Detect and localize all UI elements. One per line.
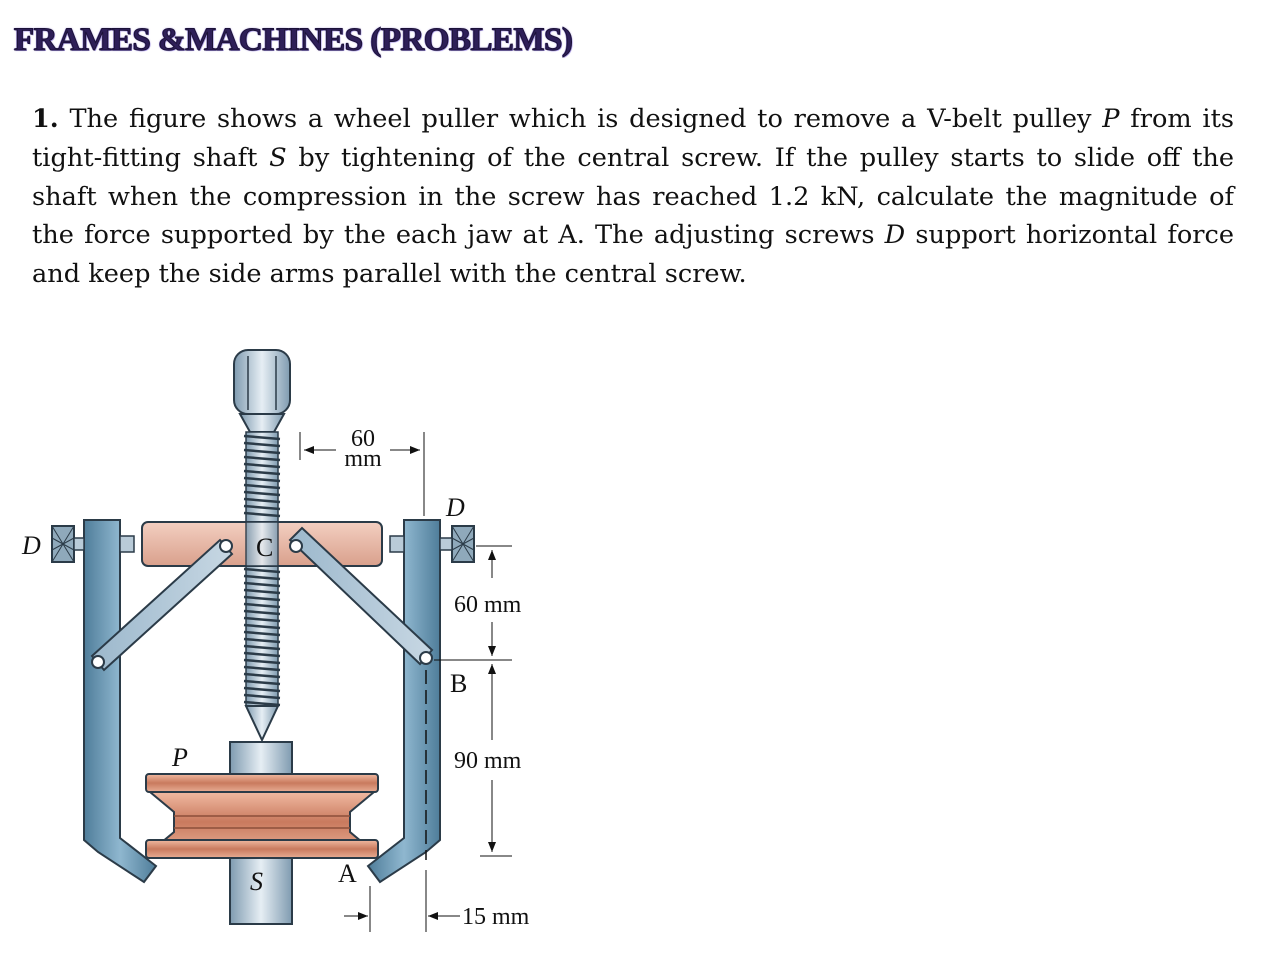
var-d: D — [884, 220, 906, 251]
label-a: A — [338, 859, 357, 888]
problem-statement — [32, 100, 1234, 294]
label-s: S — [250, 867, 263, 896]
var-p: P — [1102, 104, 1120, 134]
dim-right-lower: 90 mm — [454, 748, 522, 774]
label-b: B — [450, 669, 468, 698]
dim-right-upper: 60 mm — [454, 592, 522, 618]
problem-text-1: The figure shows a wheel puller which is designed to remove a V-belt pulley — [58, 104, 1103, 134]
wheel-puller-figure — [0, 320, 600, 960]
pulley — [146, 774, 378, 858]
label-d-right: D — [446, 493, 465, 522]
problem-number: 1. — [32, 104, 59, 134]
screw-nut — [234, 350, 290, 432]
dim-bottom: 15 mm — [462, 904, 530, 930]
central-screw — [244, 432, 280, 740]
right-arm — [368, 520, 440, 882]
problem-text-2: from its tight-fitting shaft — [32, 104, 1234, 173]
label-d-left: D — [22, 531, 41, 560]
label-p: P — [172, 743, 188, 772]
problem-text-3: by tightening of the central screw. If the pulley starts to slide off the shaft when the compression in the screw has reached 1.2 kN, calculate the magnitude of the force supported by the each jaw at A. The adjusting screws — [32, 142, 1234, 251]
dim-top-value: 60 — [351, 426, 375, 452]
page-title: FRAMES &MACHINES (PROBLEMS) — [14, 22, 573, 58]
dim-top-unit: mm — [344, 446, 382, 472]
var-s: S — [269, 142, 287, 173]
left-arm — [84, 520, 156, 882]
label-c: C — [256, 533, 274, 562]
problem-text-4: support horizontal force and keep the side arms parallel with the central screw. — [32, 220, 1234, 290]
